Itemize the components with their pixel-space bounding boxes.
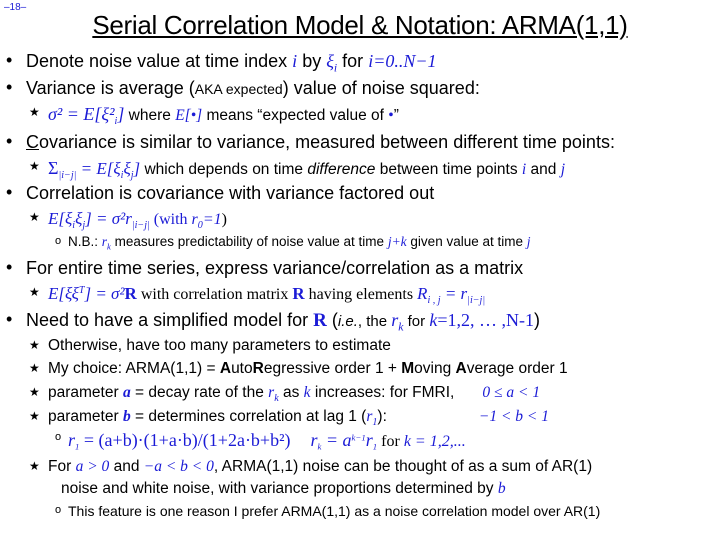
math-sub: i	[333, 61, 338, 75]
sub-too-many-params	[29, 337, 391, 355]
bullet-correlation	[6, 182, 435, 204]
text: My choice: ARMA(1,1) =	[48, 360, 220, 377]
math: r	[68, 430, 76, 450]
sub-r-formula	[55, 430, 466, 452]
math-sub: k	[317, 441, 322, 452]
text: = decay rate of the	[130, 384, 269, 401]
math-sub: |i−j|	[58, 170, 77, 182]
math-sub: 1	[372, 417, 378, 429]
math: j	[526, 234, 531, 249]
math: ] = σ²r	[85, 209, 132, 228]
math: −a < b < 0	[143, 458, 214, 475]
text-bold: R	[252, 360, 264, 377]
text: measures predictability of noise value at time	[110, 234, 388, 249]
bullet-circle: o	[55, 431, 62, 443]
text: N.B.:	[68, 234, 102, 249]
text-bold: M	[401, 360, 415, 377]
math-bold: R	[292, 284, 305, 303]
math: r	[101, 234, 108, 249]
math-sub: k	[398, 320, 404, 334]
text: Correlation is covariance with variance factored out	[26, 183, 435, 203]
sub-variance-def	[29, 104, 399, 128]
math: j+k	[387, 234, 407, 249]
text-bold: A	[455, 360, 467, 377]
math-bold: R	[124, 284, 137, 303]
math-sub: k	[107, 241, 111, 252]
text: ovariance is similar to variance, measured between different time points:	[39, 132, 615, 152]
math-bold: a	[122, 384, 131, 401]
math: −1 < b < 1	[478, 408, 550, 425]
math-bold: b	[122, 408, 131, 425]
text: parameter	[48, 408, 123, 425]
math: •	[388, 107, 394, 124]
sub-covariance-def	[29, 158, 565, 182]
text: means “expected value of	[202, 107, 389, 124]
math-sub: i	[120, 170, 124, 182]
math: ]	[133, 159, 141, 178]
math: ξ	[326, 51, 334, 71]
text: This feature is one reason I prefer ARMA(1,1) as a noise correlation model over AR(1)	[68, 503, 601, 519]
math-sub: k	[274, 393, 279, 405]
math: r	[268, 384, 275, 401]
math-sup: k−1	[351, 432, 366, 443]
sub-param-b	[29, 408, 550, 429]
bullet-dot: •	[6, 50, 13, 70]
text: between time points	[375, 161, 522, 178]
math: E[ξξ	[48, 284, 79, 303]
bullet-circle: o	[55, 235, 62, 247]
text: having elements	[304, 286, 418, 303]
text: Need to have a simplified model for	[26, 310, 314, 330]
text: by	[297, 51, 327, 71]
text: as	[278, 384, 304, 401]
sub-nb	[55, 234, 531, 252]
text-italic: difference	[307, 161, 376, 178]
text: uto	[231, 360, 253, 377]
math-sub: 1	[372, 441, 378, 452]
math: ]	[117, 104, 125, 124]
math-bold: R	[313, 310, 327, 331]
text-italic: i.e.	[337, 313, 358, 330]
math: =1,2, … ,N-1	[437, 310, 534, 330]
math: k	[303, 384, 311, 401]
bullet-matrix	[6, 257, 524, 279]
bullet-star: ★	[29, 105, 40, 119]
text: increases: for FMRI,	[310, 384, 455, 401]
math: ] = σ²	[84, 284, 125, 303]
bullet-simplified-model	[6, 309, 540, 334]
text: ) value of noise squared:	[282, 78, 480, 98]
bullet-star: ★	[29, 285, 40, 299]
text-bold: A	[219, 360, 232, 377]
sub-param-a	[29, 384, 541, 405]
math: a > 0	[75, 458, 110, 475]
math: r	[310, 430, 318, 450]
text-small: AKA expected	[194, 81, 283, 97]
math-sup: T	[78, 284, 85, 296]
math-sub: |i−j|	[131, 220, 150, 232]
bullet-dot: •	[6, 257, 13, 277]
bullet-star: ★	[29, 361, 40, 375]
math-sub: 0	[197, 220, 203, 232]
text: and	[109, 458, 144, 475]
math: = E[ξ	[76, 159, 121, 178]
sub-matrix-def	[29, 284, 486, 307]
math: = a	[321, 430, 352, 450]
text: Denote noise value at time index	[26, 51, 293, 71]
text: (with	[149, 211, 192, 228]
text: given value at time	[406, 234, 527, 249]
text: For	[48, 458, 76, 475]
math: b	[497, 480, 506, 497]
bullet-dot: •	[6, 77, 13, 97]
text: C	[26, 132, 39, 152]
bullet-noise-value	[6, 50, 437, 75]
math-sub: j	[130, 170, 134, 182]
math-sub: i	[72, 220, 76, 232]
text: Variance is average (	[26, 78, 195, 98]
text: (	[326, 310, 338, 330]
math-sub: i , j	[427, 295, 441, 307]
text: with correlation matrix	[136, 286, 293, 303]
text: ”	[393, 107, 399, 124]
page-title: Serial Correlation Model & Notation: ARMA(1,1)	[92, 10, 628, 40]
sub-ar-white-noise	[29, 458, 593, 476]
bullet-dot: •	[6, 309, 13, 329]
bullet-covariance	[6, 131, 615, 153]
math: r	[391, 310, 399, 330]
math: 0 ≤ a < 1	[482, 384, 541, 401]
math: R	[417, 284, 428, 303]
text: verage order 1	[466, 360, 568, 377]
bullet-star: ★	[29, 210, 40, 224]
bullet-star: ★	[29, 338, 40, 352]
math: E[ξ	[48, 209, 73, 228]
page-number: –18–	[4, 2, 27, 13]
math: =1	[202, 211, 222, 228]
text: oving	[414, 360, 456, 377]
math: i	[292, 51, 298, 71]
math: Σ	[48, 158, 59, 178]
text: For entire time series, express variance/correlation as a matrix	[26, 258, 524, 278]
text: )	[221, 211, 227, 228]
bullet-dot: •	[6, 131, 13, 151]
text: ):	[377, 408, 387, 425]
text: Otherwise, have too many parameters to estimate	[48, 337, 391, 354]
math: ξ	[75, 209, 83, 228]
text: noise and white noise, with variance proportions determined by	[61, 480, 498, 497]
math: r	[365, 430, 373, 450]
text: for	[403, 313, 430, 330]
text: , the	[357, 313, 392, 330]
sub-arma-choice	[29, 360, 568, 378]
text: )	[533, 310, 540, 330]
math: = r	[440, 284, 468, 303]
math-sub: |i−j|	[467, 295, 486, 307]
text: which depends on time	[140, 161, 308, 178]
text: = determines correlation at lag 1 (	[130, 408, 367, 425]
text: and	[526, 161, 561, 178]
bullet-star: ★	[29, 159, 40, 173]
text: for	[377, 433, 404, 450]
text: , ARMA(1,1) noise can be thought of as a sum of AR(1)	[213, 458, 593, 475]
text: egressive order 1 +	[263, 360, 402, 377]
sub-preference	[55, 503, 601, 519]
sub-ar-white-noise-cont	[61, 480, 506, 498]
bullet-dot: •	[6, 182, 13, 202]
math: E[•]	[175, 107, 203, 124]
math: k	[429, 310, 438, 330]
bullet-star: ★	[29, 409, 40, 423]
sub-correlation-def	[29, 209, 227, 232]
math-sub: 1	[75, 441, 80, 452]
text: for	[337, 51, 369, 71]
math-sub: i	[114, 116, 118, 128]
bullet-star: ★	[29, 385, 40, 399]
math-sub: j	[82, 220, 86, 232]
text: parameter	[48, 384, 123, 401]
math: k = 1,2,...	[403, 433, 466, 450]
math: i	[521, 161, 527, 178]
math: j	[560, 161, 565, 178]
math: r	[191, 211, 198, 228]
math: = (a+b)·(1+a·b)/(1+2a·b+b²)	[79, 430, 291, 450]
math: r	[366, 408, 373, 425]
bullet-variance	[6, 77, 480, 99]
math: σ² = E[ξ²	[48, 104, 115, 124]
bullet-star: ★	[29, 459, 40, 473]
math: ξ	[123, 159, 131, 178]
bullet-circle: o	[55, 504, 62, 516]
math: i=0..N−1	[368, 51, 437, 71]
text: where	[124, 107, 176, 124]
